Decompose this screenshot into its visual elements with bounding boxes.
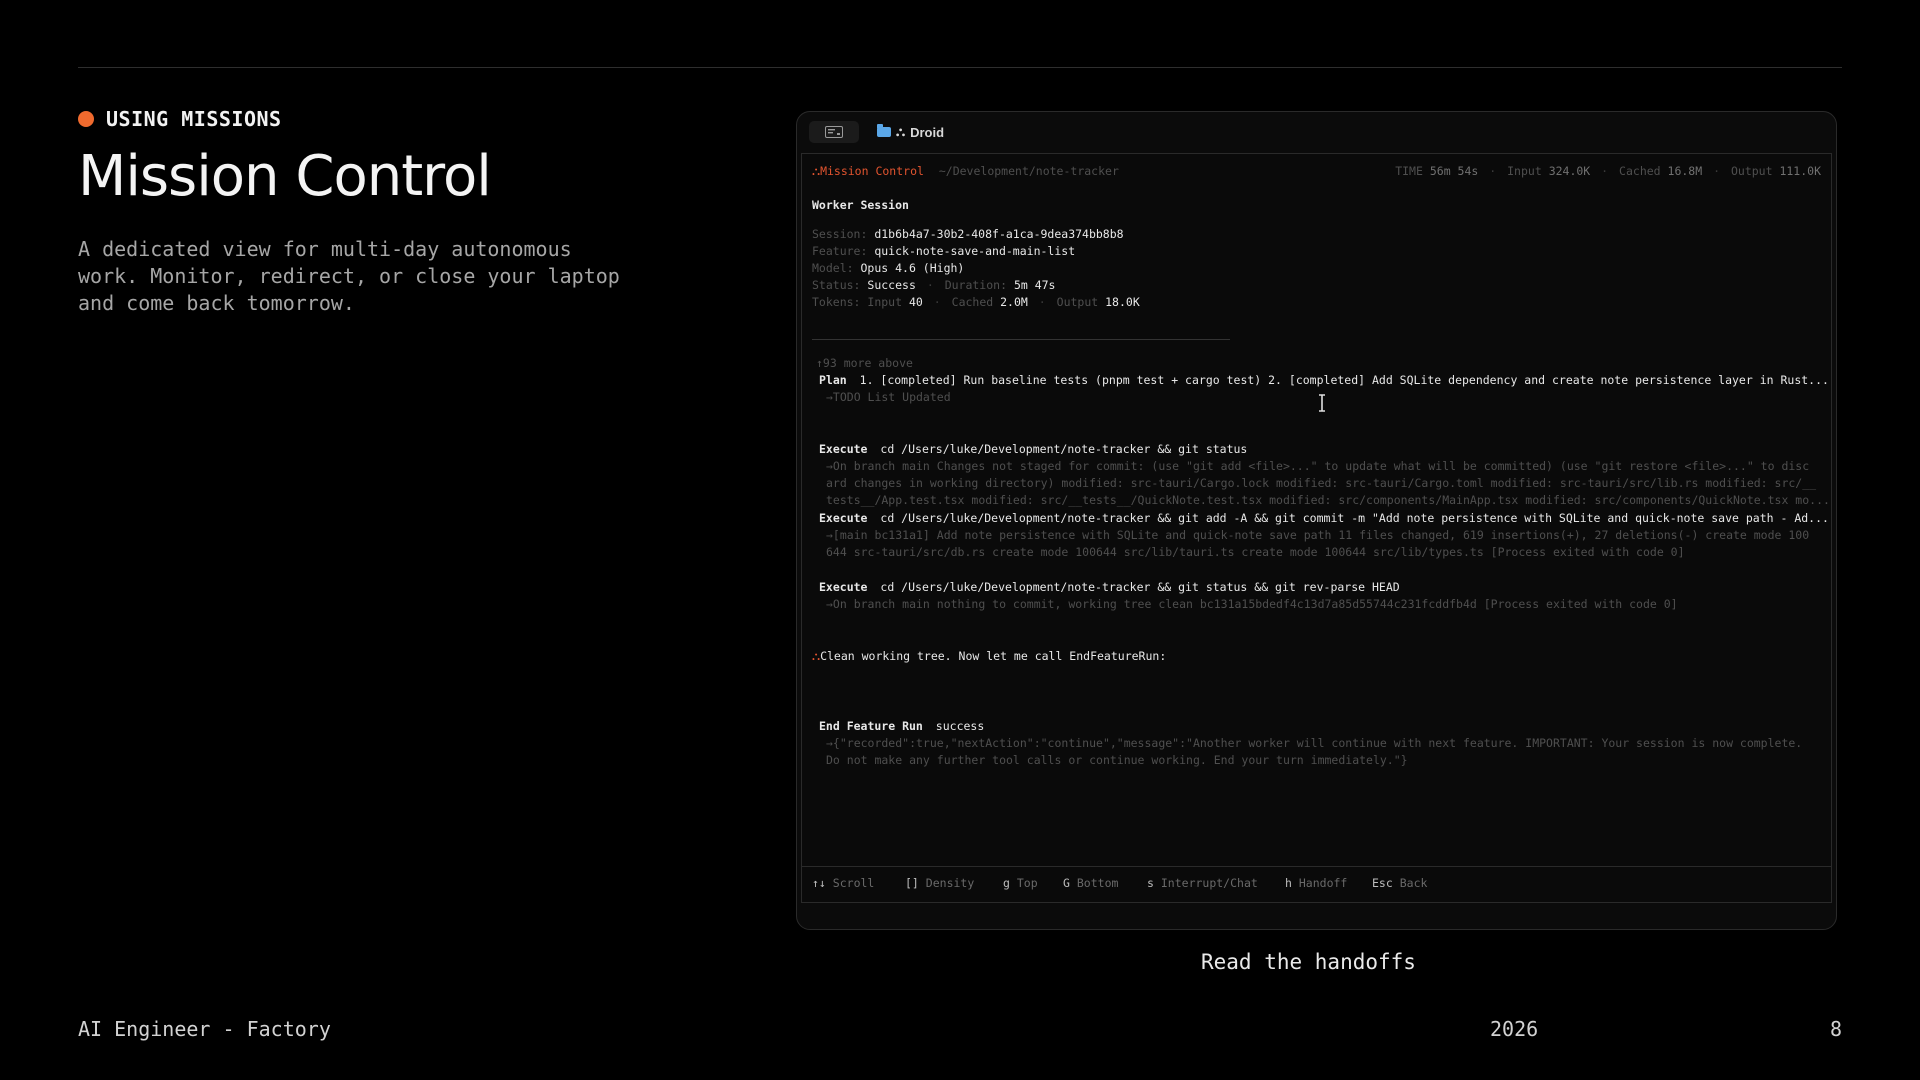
tokens-output-value: 18.0K <box>1105 295 1140 309</box>
model-label: Model: <box>812 261 854 275</box>
input-label: Input <box>1507 164 1542 178</box>
feature-label: Feature: <box>812 244 868 258</box>
execute-entry-3[interactable] <box>819 579 1400 596</box>
text-cursor-icon <box>1317 394 1327 412</box>
more-above-indicator[interactable]: ↑93 more above <box>816 356 913 370</box>
keybind-label: Top <box>1016 876 1038 890</box>
orange-dot-icon <box>78 111 94 127</box>
keybind-top[interactable] <box>1003 876 1038 890</box>
session-divider <box>812 339 1230 340</box>
keybind-scroll[interactable] <box>812 876 874 890</box>
time-value: 56m 54s <box>1429 164 1479 178</box>
footer-year: 2026 <box>1490 1017 1539 1041</box>
keybind-label: Bottom <box>1076 876 1119 890</box>
keybind-back[interactable] <box>1372 876 1427 890</box>
end-feature-run-label: End Feature Run <box>819 719 923 733</box>
execute-output: tests__/App.test.tsx modified: src/__tests__/QuickNote.test.tsx modified: src/components/MainApp.tsx modified: src/components/QuickNote.tsx mo... <box>826 493 1830 507</box>
page-number: 8 <box>1829 1017 1842 1041</box>
status-row: Status: Success · Duration: 5m 47s <box>812 278 1056 292</box>
keybind-key: s <box>1147 876 1154 890</box>
execute-output: →On branch main nothing to commit, working tree clean bc131a15bdedf4c13d7a85d55744c231fcddfb4d [Process exited with code 0] <box>826 597 1678 611</box>
execute-entry-2[interactable] <box>819 510 1829 527</box>
session-title: Worker Session <box>812 198 909 212</box>
duration-label: Duration: <box>944 278 1007 292</box>
slide-description: A dedicated view for multi-day autonomous work. Monitor, redirect, or close your laptop and come back tomorrow. <box>78 237 620 315</box>
tab-terminal[interactable] <box>809 121 859 143</box>
status-value: Success <box>867 278 916 292</box>
terminal-icon <box>825 126 843 138</box>
session-label: Session: <box>812 227 868 241</box>
keybind-interrupt[interactable] <box>1147 876 1258 890</box>
execute-command: cd /Users/luke/Development/note-tracker && git status <box>880 442 1248 456</box>
execute-output: ard changes in working directory) modified: src-tauri/Cargo.lock modified: src-tauri/Cargo.toml modified: src-tauri/src/lib.rs modified: src/__ <box>826 476 1817 490</box>
kicker-label: USING MISSIONS <box>106 107 282 131</box>
tab-droid-label: Droid <box>910 124 945 140</box>
execute-command: cd /Users/luke/Development/note-tracker && git add -A && git commit -m "Add note persistence with SQLite and quick-note save path - Ad... <box>880 511 1829 525</box>
end-feature-run-status: success <box>935 719 985 733</box>
end-feature-run-output: Do not make any further tool calls or continue working. End your turn immediately."} <box>826 753 1408 767</box>
execute-label: Execute <box>819 442 868 456</box>
plan-result: →TODO List Updated <box>826 390 951 404</box>
execute-entry-1[interactable] <box>819 441 1247 458</box>
section-kicker <box>78 107 282 131</box>
top-divider <box>78 67 1842 68</box>
execute-command: cd /Users/luke/Development/note-tracker && git status && git rev-parse HEAD <box>880 580 1400 594</box>
keybind-key: g <box>1003 876 1010 890</box>
droid-mark-icon: ⛬ <box>812 164 821 178</box>
tokens-output-label: Output <box>1056 295 1099 309</box>
keybind-label: Handoff <box>1298 876 1348 890</box>
model-row <box>812 260 964 277</box>
end-feature-run-entry[interactable] <box>819 718 984 735</box>
keybind-label: Density <box>925 876 975 890</box>
project-path: ~/Development/note-tracker <box>938 164 1119 178</box>
droid-mark-icon: ⛬ <box>812 649 821 663</box>
output-value: 111.0K <box>1779 164 1821 178</box>
execute-output: 644 src-tauri/src/db.rs create mode 100644 src/lib/tauri.ts create mode 100644 src/lib/types.ts [Process exited with code 0] <box>826 545 1685 559</box>
assistant-message <box>812 648 1166 665</box>
keybind-bottom[interactable] <box>1063 876 1118 890</box>
input-value: 324.0K <box>1548 164 1591 178</box>
execute-output: →On branch main Changes not staged for commit: (use "git add <file>..." to update what will be committed) (use "git restore <file>..." to disc <box>826 459 1810 473</box>
plan-entry[interactable] <box>819 372 1829 389</box>
pane-header-left <box>812 163 1119 180</box>
usage-stats: TIME 56m 54s · Input 324.0K · Cached 16.8M · Output 111.0K <box>1395 164 1821 178</box>
screenshot-caption: Read the handoffs <box>1201 950 1416 974</box>
time-label: TIME <box>1395 164 1423 178</box>
execute-output: →[main bc131a1] Add note persistence with SQLite and quick-note save path 11 files changed, 619 insertions(+), 27 deletions(-) create mode 100 <box>826 528 1810 542</box>
end-feature-run-output: →{"recorded":true,"nextAction":"continue","message":"Another worker will continue with next feature. IMPORTANT: Your session is now complete. <box>826 736 1803 750</box>
keybinding-bar <box>802 866 1831 903</box>
keybind-key: h <box>1285 876 1292 890</box>
droid-logo-icon: ⛬ <box>896 124 906 139</box>
status-label: Status: <box>812 278 861 292</box>
session-id-row <box>812 226 1124 243</box>
model-value: Opus 4.6 (High) <box>860 261 965 275</box>
cached-label: Cached <box>1619 164 1661 178</box>
output-label: Output <box>1730 164 1773 178</box>
tokens-cached-label: Cached <box>951 295 994 309</box>
execute-label: Execute <box>819 580 868 594</box>
keybind-key: [] <box>905 876 919 890</box>
keybind-key: Esc <box>1372 876 1393 890</box>
keybind-key: ↑↓ <box>812 876 826 890</box>
keybind-label: Interrupt/Chat <box>1160 876 1258 890</box>
footer-event: AI Engineer - Factory <box>78 1017 331 1041</box>
tab-droid[interactable] <box>877 120 944 144</box>
feature-value: quick-note-save-and-main-list <box>874 244 1076 258</box>
terminal-window <box>796 111 1837 930</box>
mission-control-pane[interactable] <box>801 153 1832 903</box>
plan-text: 1. [completed] Run baseline tests (pnpm test + cargo test) 2. [completed] Add SQLite dependency and create note persistence layer in Rust... <box>859 373 1829 387</box>
session-value: d1b6b4a7-30b2-408f-a1ca-9dea374bb8b8 <box>874 227 1124 241</box>
tokens-input-value: 40 <box>908 295 923 309</box>
tokens-row: Tokens: Input 40 · Cached 2.0M · Output 18.0K <box>812 295 1140 309</box>
tokens-label: Tokens: <box>812 295 861 309</box>
plan-label: Plan <box>819 373 847 387</box>
duration-value: 5m 47s <box>1013 278 1056 292</box>
folder-icon <box>877 127 891 137</box>
app-name: Mission Control <box>820 164 924 178</box>
slide-title: Mission Control <box>78 144 491 209</box>
tokens-cached-value: 2.0M <box>1000 295 1028 309</box>
keybind-label: Scroll <box>832 876 875 890</box>
execute-label: Execute <box>819 511 868 525</box>
assistant-message-text: Clean working tree. Now let me call EndFeatureRun: <box>820 649 1167 663</box>
keybind-handoff[interactable] <box>1285 876 1347 890</box>
keybind-label: Back <box>1399 876 1428 890</box>
tokens-input-label: Input <box>867 295 903 309</box>
feature-row <box>812 243 1075 260</box>
keybind-key: G <box>1063 876 1070 890</box>
tab-bar <box>797 112 1836 152</box>
cached-value: 16.8M <box>1667 164 1703 178</box>
keybind-density[interactable] <box>905 876 974 890</box>
